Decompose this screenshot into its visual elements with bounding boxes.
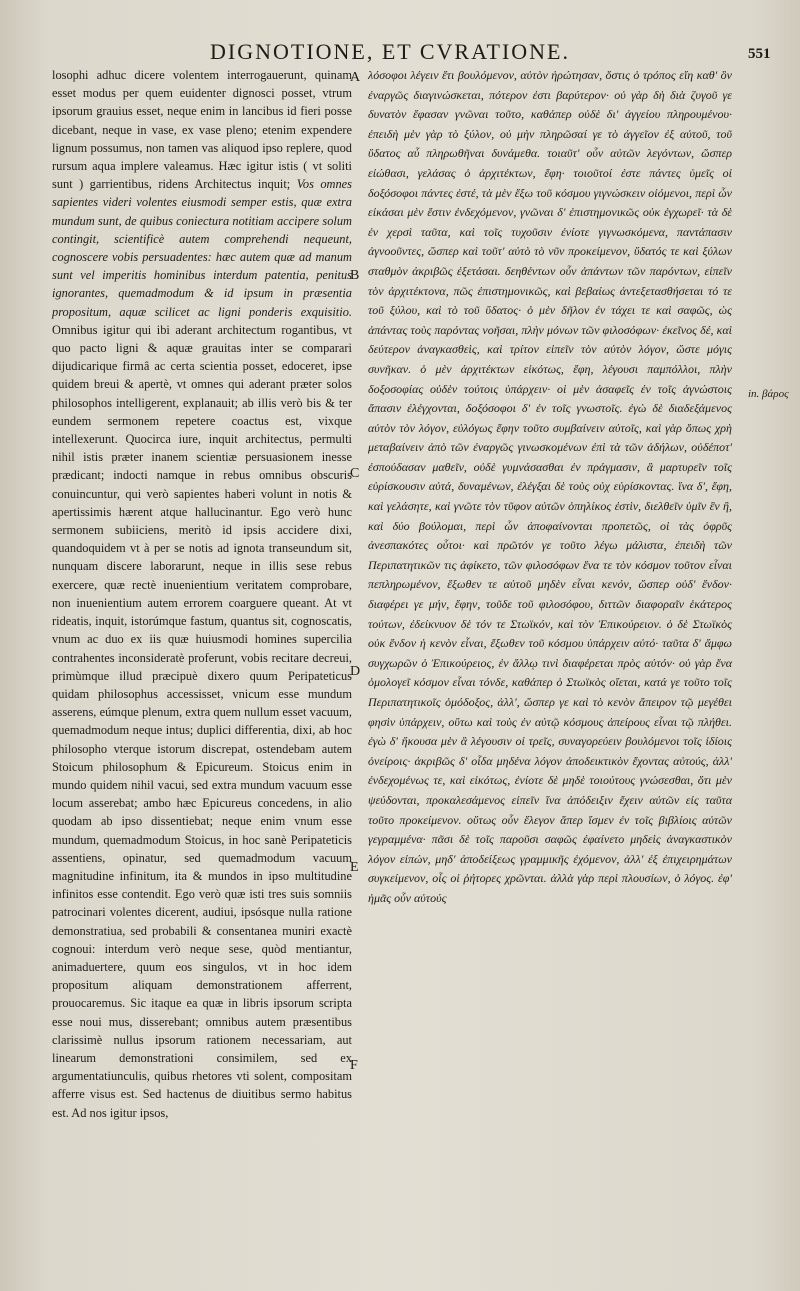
- greek-paragraph: λόσοφοι λέγειν ἔτι βουλόμενον, αὐτὸν ἠρώτησαν, ὅστις ὁ τρόπος εἴη καθ' ὃν ἐναργῶς διαγινώσκεται, πότερον ἐστι βαρύτερον· οὐ γὰρ δὴ διὰ ζυγοῦ γε δυνατὸν ἔφασαν γνῶναι τοῦτο, καθάπερ οὐδὲ δι' ἀγγείου πληρουμένου· ἐπειδὴ μὲν γὰρ τὸ ξύλον, οὐ μὴν πληρῶσαί γε τὸ ἀγγεῖον ἐξ αὐτοῦ, τοῦ ὕδατος αὖ πληρωθῆναι δυνάμεθα. τοιαῦτ' οὖν αὐτῶν λεγόντων, ὥσπερ εἰώθασι, γελάσας ὁ ἀρχιτέκτων, ἔφη· τοιοῦτοί ἐστε πάντες ὑμεῖς οἱ δοξόσοφοι πάντες ἐστέ, τὰ μὲν ἔξω τοῦ κόσμου γιγνώσκειν οἰόμενοι, περὶ ὧν εἰκάσαι μὲν ἔστιν ἐνδεχόμενον, γνῶναι δ' ἐπιστημονικῶς οὐκ ἐγχωρεῖ· τὰ δὲ ἐν χερσὶ ταῦτα, καὶ τοῖς τυχοῦσιν ἐνίοτε γιγνωσκόμενα, παντάπασιν ἀγνοοῦντες, ὥσπερ καὶ τοῦτ' αὐτὸ τὸ νῦν προκείμενον, ὕδατός τε καὶ ξύλων σταθμὸν ἀκριβῶς ἐξετάσαι. δεηθέντων οὖν ἁπάντων τῶν παρόντων, εἰπεῖν τὸν ἀρχιτέκτονα, πῶς ἐπιστημονικῶς, καὶ βεβαίως ἀντεξετασθήσεται τό τε τοῦ ξύλου, καὶ τὸ τοῦ ὕδατος· ὁ μὲν δῆλον ἐν τάχει τε καὶ σαφῶς, ὡς ἁπάντας τοὺς παρόντας νοῆσαι, πλὴν μόνων τῶν φιλοσόφων· ἐκεῖνος δέ, καὶ δεύτερον ἀναγκασθεὶς, καὶ τρίτον εἰπεῖν τὸν αὐτὸν λόγον, ὥστε μόγις συνῆκαν. ὁ μὲν ἀρχιτέκτων εἰκότως, ἔφη, λέγουσι παμπόλλοι, πλὴν δοξοσοφίας οὐδὲν τούτοις ὑπάρχειν· οἱ μὲν ἀσαφεῖς ἐν τοῖς ἀγνώστοις ἅπασιν ἐλέγχονται, δοξόσοφοι δ' ἐν τοῖς γνωστοῖς. ἐγὼ δὲ διαδεξάμενος αὐτὸν τὸν λόγον, εὐλόγως ἔφην τοῦτο συμβαίνειν αὐτοῖς, καὶ γὰρ ὅπως χρὴ μεταβαίνειν ἀπὸ τῶν ἐναργῶς γινωσκομένων ἐπὶ τὰ τῶν ἀδήλων, οὐδέποτ' ἐσπούδασαν μαθεῖν, οὐδὲ γυμνάσασθαι ἐν πράγμασιν, ἃ μαρτυρεῖν τοῖς εὑρίσκουσιν αὐτά, δυναμένων, ἐλέγξαι δὲ τοὺς οὐχ εὑρίσκοντας. ἵνα δ', ἔφη, καὶ γελάσητε, καὶ γνῶτε τὸν τῦφον αὐτῶν ὁπηλίκος ἐστὶν, διελθεῖν ὑμῖν ἓν ἢ, καὶ δύο βούλομαι, περὶ ὧν ἀποφαίνονται προπετῶς, οἱ τὰς ὀφρῦς ἀνεσπακότες οὗτοι· καὶ πρῶτόν γε τοῦτο λέγω μάλιστα, ἐπειδὴ τῶν Περιπατητικῶν τις ἀφίκετο, τῶν φιλοσόφων ἕνα τε τὸν κόσμον τοῦτον εἶναι πεπληρωμένον, ἔξωθεν τε αὐτοῦ μηδὲν εἶναι κενόν, ὥσπερ οὐδ' ἔνδον· διαφέρει γε μήν, ἔφην, τοῦδε τοῦ φιλοσόφου, διττῶν διαφοραῖν ἑκάτερος τούτων, ἐδείκνυον δὲ τόν τε Στωϊκόν, καὶ τὸν Ἐπικούρειον. ὁ δὲ Στωϊκὸς οὐκ ἔνδον ἡ κενὸν εἶναι, ἔξωθεν τοῦ κόσμου ὑπάρχειν αὐτό· ταῦτα δ' ἄμφω συγχωρῶν ὁ Ἐπικούρειος, ἐν ἄλλῳ τινὶ διαφέρεται πρὸς αὐτόν· οὐ γὰρ ἕνα ὁμολογεῖ κόσμον εἶναι τόνδε, καθάπερ ὁ Στωϊκὸς οἴεται, κατά γε τοῦτο τοῖς Περιπατητικοῖς ὁμόδοξος, ἀλλ', ὥσπερ γε καὶ τὸ κενὸν ἄπειρον τῷ μεγέθει φησὶν ὑπάρχειν, οὕτω καὶ τοὺς ἐν αὐτῷ κόσμους ἀπείρους εἶναι τῷ πλήθει. ἐγὼ δ' ἤκουσα μὲν ἃ λέγουσιν οἱ τρεῖς, συναγορεύειν βουλόμενοι τοῖς ἰδίοις ὀνείροις· ἀκριβῶς δ' οἶδα μηδένα λόγον ἀποδεικτικὸν ἔχοντας αὐτούς, ἀλλ' ἐνδεχομένως τε, καὶ εἰκότως, ἐνίοτε δὲ μηδὲ τοιούτους γνώσεσθαι, ὅτι μὲν ψεύδονται, προκαλεσάμενος εἰπεῖν ἵνα ἀπόδειξιν ἔχειν αὐτῶν εἰς ταῦτα τοῦτο προκείμενον. οὕτως οὖν ἔλεγον ἅπερ ἴσμεν ἐν τοῖς βιβλίοις αὐτῶν γεγραμμένα· πᾶσι δὲ τοῖς παροῦσι σαφῶς ἐφαίνετο μηδεὶς ἀναγκαστικὸν λόγον εἰπών, μηδ' ἀποδείξεως γραμμικῆς ἐχόμενον, ἀλλ' ἐξ ἐπιχειρημάτων συγκείμενον, οἷς οἱ ῥήτορες χρῶνται. ἀλλὰ γὰρ περὶ πλουσίων, ὁ λόγος. ἐφ' ἡμᾶς οὖν αὐτούς: [368, 68, 732, 905]
- latin-text-body: Omnibus igitur qui ibi aderant architectum rogantibus, vt quo pacto ligni & aquæ grauitas inter se comparari dijudicarique firmâ ac certa scientia posset, edoceret, ipse quidem breui & apertè, vt omnes qui aderant præter solos philosophos intelligerent, explanauit; ab illis verò bis & ter eundem sermonem repetere coactus est, vixque intellexerunt. Quocirca iure, inquit architectus, permulti nihil istis præter inanem scientiæ persuasionem inesse prædicant; indocti namque in rebus omnibus obscuris conuincuntur, qui verò sapientes haberi volunt in notis & apertissimis hærent atque hallucinantur. Ego verò hunc sermonem subiiciens, meritò id ipsis accidere dixi, quandoquidem vt à per se notis ad ignota transeundum sit, nunquam discere laborarunt, neque in illis sese rebus exercere, quæ rectè inuenientium veritatem comprobare, non inuenientium autem errorem coarguere queant. At vt rideatis, inquit, istorúmque fastum, quantus sit, cognoscatis, vnum ac duo ex iis quæ huiusmodi homines supercilia contrahentes inconsideratè proferunt, vobis recitare decreui, primùmque illud præcipuè dixero quum Peripateticus quidam philosophus accessisset, vnicum esse mundum asserens, eúmque plenum, extra quem nullum esset vacuum, quemadmodum neque intus; duplici differentia, dixi, ab hoc philosopho vterque istorum discrepat, ostendebam autem Stoicum philosophum & Epicureum. Stoicus enim in mundo quidem nihil vacui, sed extra mundum vacuum esse locum asserebat; ambo hæc Epicureus concedens, in alio quodam ab ipso dissentiebat; neque enim vnum esse mundum, quemadmodum Stoicus, in hoc sanè Peripateticis assentiens, opinatur, sed quemadmodum vacuum magnitudine infinitum, ita & mundos in ipso multitudine infinitos esse contendit. Ego verò quæ isti tres suis somniis patrocinari volentes dicerent, audiui, ipsósque nulla ratione demonstratiua, sed probabili & consentanea muniri exactè cognoui: interdum verò neque sese, quòd mentiantur, animaduertere, quum eos singulos, vt in hoc idem propositum aliquam demonstrationem afferrent, prouocaremus. Sic itaque ea quæ in libris ipsorum scripta esse noui mus, disserebant; omnibus autem præsentibus clarissimè nullus ipsorum rationem necessariam, aut linearum demonstrationi consimilem, sed ex argumentatiunculis, quibus rhetores vti solent, compositam afferre visus est. Sed hactenus de diuitibus sermo habitus est. Ad nos igitur ipsos,: [52, 322, 352, 1120]
- latin-text-opening: losophi adhuc dicere volentem interrogauerunt, quinam esset modus per quem euidenter dignosci posset, vtrum ipsorum grauius esset, neque enim in lancibus id fieri posse dicebant, neque in vase, ex vase pleno; etenim expendere lignum possumus, non tamen vas aliquod ipso replere, quod rursum aqua implere valeamus. Hæc igitur istis ( vt soliti sunt ) garrientibus, ridens Architectus inquit;: [52, 68, 352, 192]
- greek-column: [368, 66, 732, 909]
- latin-paragraph: [52, 66, 352, 1122]
- section-marker-f: F: [350, 1058, 358, 1073]
- section-marker-c: C: [350, 466, 360, 481]
- page-number: 551: [748, 46, 771, 62]
- section-marker-d: D: [350, 664, 361, 679]
- latin-quote-italic: Vos omnes sapientes videri volentes eiusmodi semper estis, quæ extra mundum sunt, de quibus coniectura notitiam accipere solum contingit, scientificè autem comprehendi nequeunt, cognoscere vobis persuadentes: hæc autem quæ ad manum sunt vel imperitis hominibus interdum patentia, penitus ignorantes, quemadmodum & id ipsum in præsentia propositum, aquæ scilicet ac ligni ponderis exquisitio.: [52, 177, 352, 319]
- margin-note: in. βάρος: [748, 388, 789, 400]
- latin-column: [52, 66, 352, 1122]
- running-title: DIGNOTIONE, ET CVRATIONE.: [210, 39, 570, 64]
- section-marker-b: B: [350, 268, 360, 283]
- section-marker-a: A: [350, 70, 361, 85]
- section-marker-e: E: [350, 860, 359, 875]
